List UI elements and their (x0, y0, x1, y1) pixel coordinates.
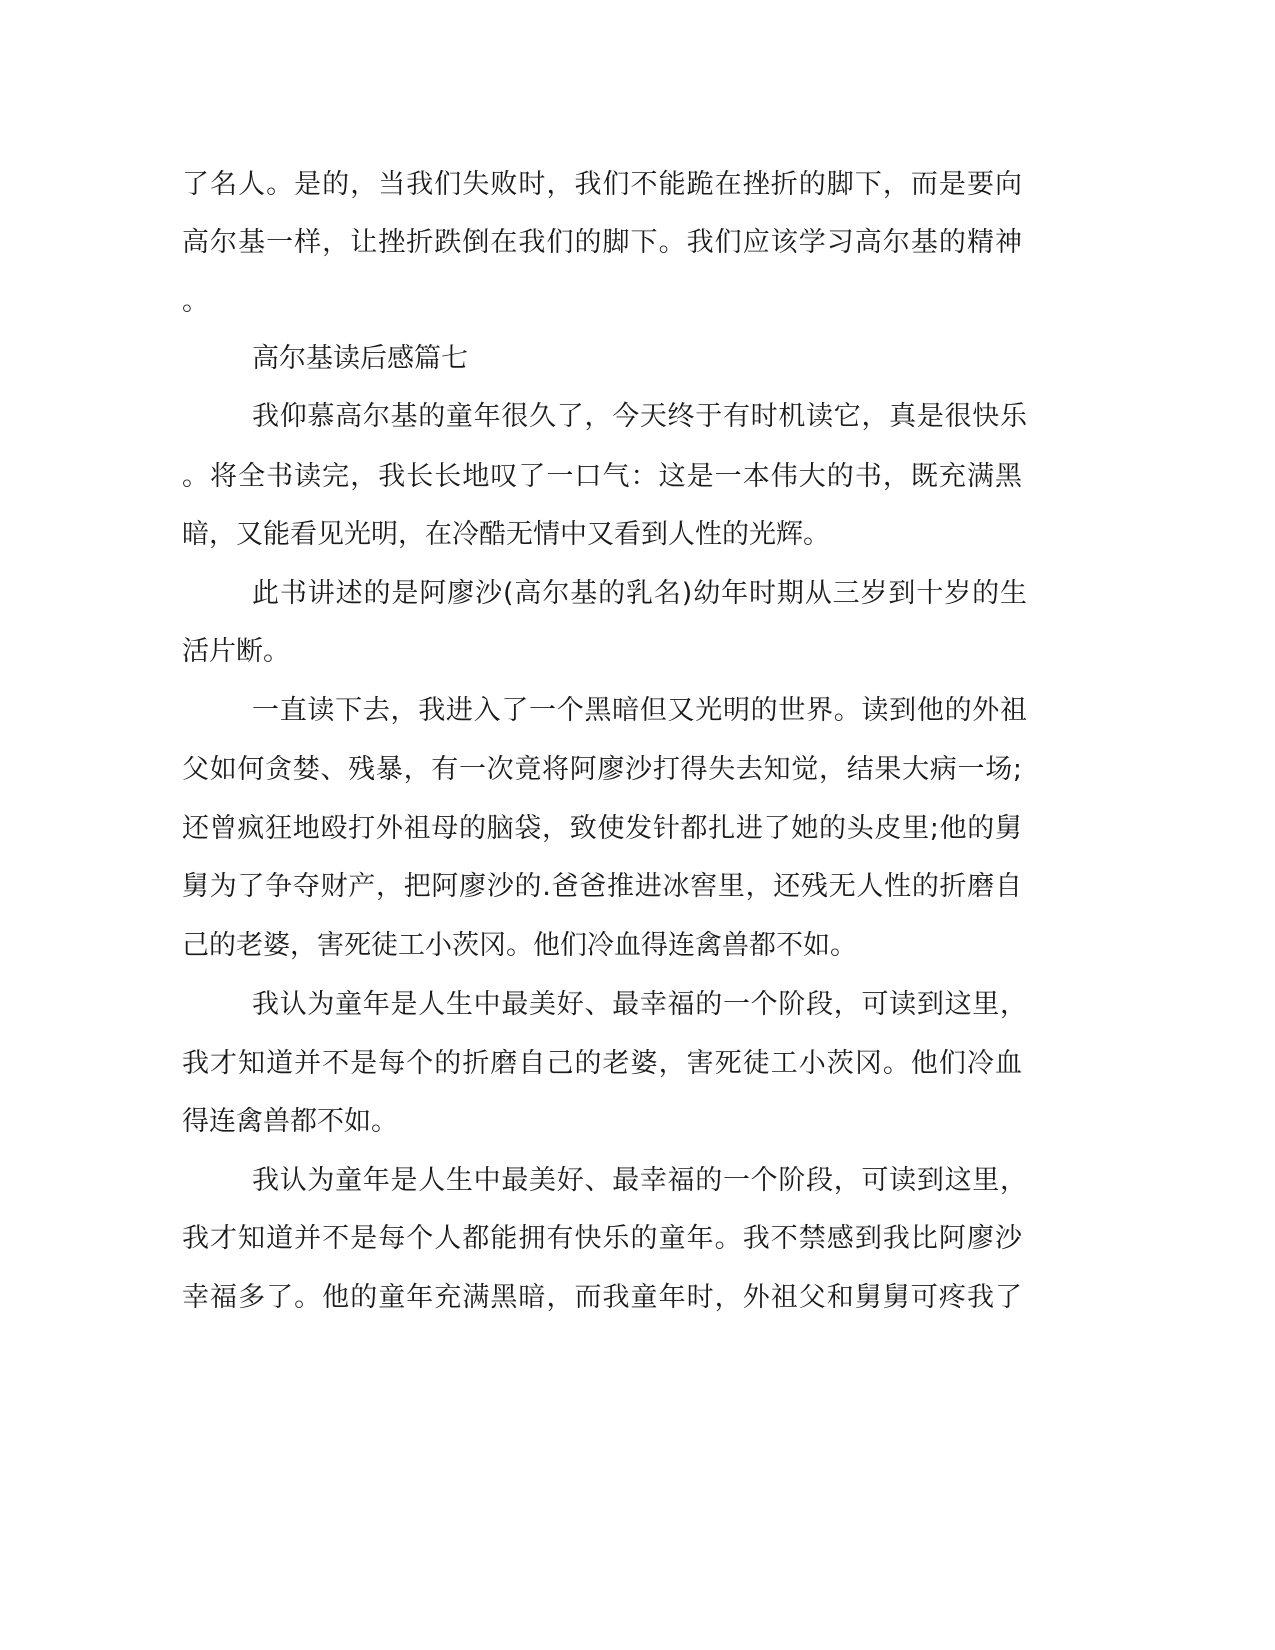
text-line: 我认为童年是人生中最美好、最幸福的一个阶段，可读到这里， (252, 1165, 1028, 1196)
text-line: 还曾疯狂地殴打外祖母的脑袋，致使发针都扎进了她的头皮里;他的舅 (182, 813, 1023, 844)
text-line: 我仰慕高尔基的童年很久了，今天终于有时机读它，真是很快乐 (252, 401, 1028, 432)
section-heading: 高尔基读后感篇七 (252, 343, 468, 374)
text-line: 活片断。 (182, 636, 290, 667)
text-line: 父如何贪婪、残暴，有一次竟将阿廖沙打得失去知觉，结果大病一场; (182, 754, 1023, 785)
text-line: 我才知道并不是每个的折磨自己的老婆，害死徒工小茨冈。他们冷血 (182, 1048, 1024, 1079)
text-line: 一直读下去，我进入了一个黑暗但又光明的世界。读到他的外祖 (252, 695, 1028, 726)
text-line: 高尔基一样，让挫折跌倒在我们的脚下。我们应该学习高尔基的精神 (182, 227, 1024, 258)
text-line: 我才知道并不是每个人都能拥有快乐的童年。我不禁感到我比阿廖沙 (182, 1223, 1024, 1254)
text-line: 了名人。是的，当我们失败时，我们不能跪在挫折的脚下，而是要向 (182, 169, 1024, 200)
text-line: 我认为童年是人生中最美好、最幸福的一个阶段，可读到这里， (252, 989, 1028, 1020)
text-line: 己的老婆，害死徒工小茨冈。他们冷血得连禽兽都不如。 (182, 930, 857, 961)
text-line: 。将全书读完，我长长地叹了一口气：这是一本伟大的书，既充满黑 (182, 461, 1024, 492)
text-line: 舅为了争夺财产，把阿廖沙的.爸爸推进冰窖里，还残无人性的折磨自 (182, 871, 1023, 902)
text-line: 暗，又能看见光明，在冷酷无情中又看到人性的光辉。 (182, 519, 830, 550)
text-line: 得连禽兽都不如。 (182, 1106, 398, 1137)
text-line: 此书讲述的是阿廖沙(高尔基的乳名)幼年时期从三岁到十岁的生 (252, 578, 1028, 609)
text-line: 幸福多了。他的童年充满黑暗，而我童年时，外祖父和舅舅可疼我了 (182, 1282, 1024, 1313)
text-line: 。 (182, 286, 209, 317)
